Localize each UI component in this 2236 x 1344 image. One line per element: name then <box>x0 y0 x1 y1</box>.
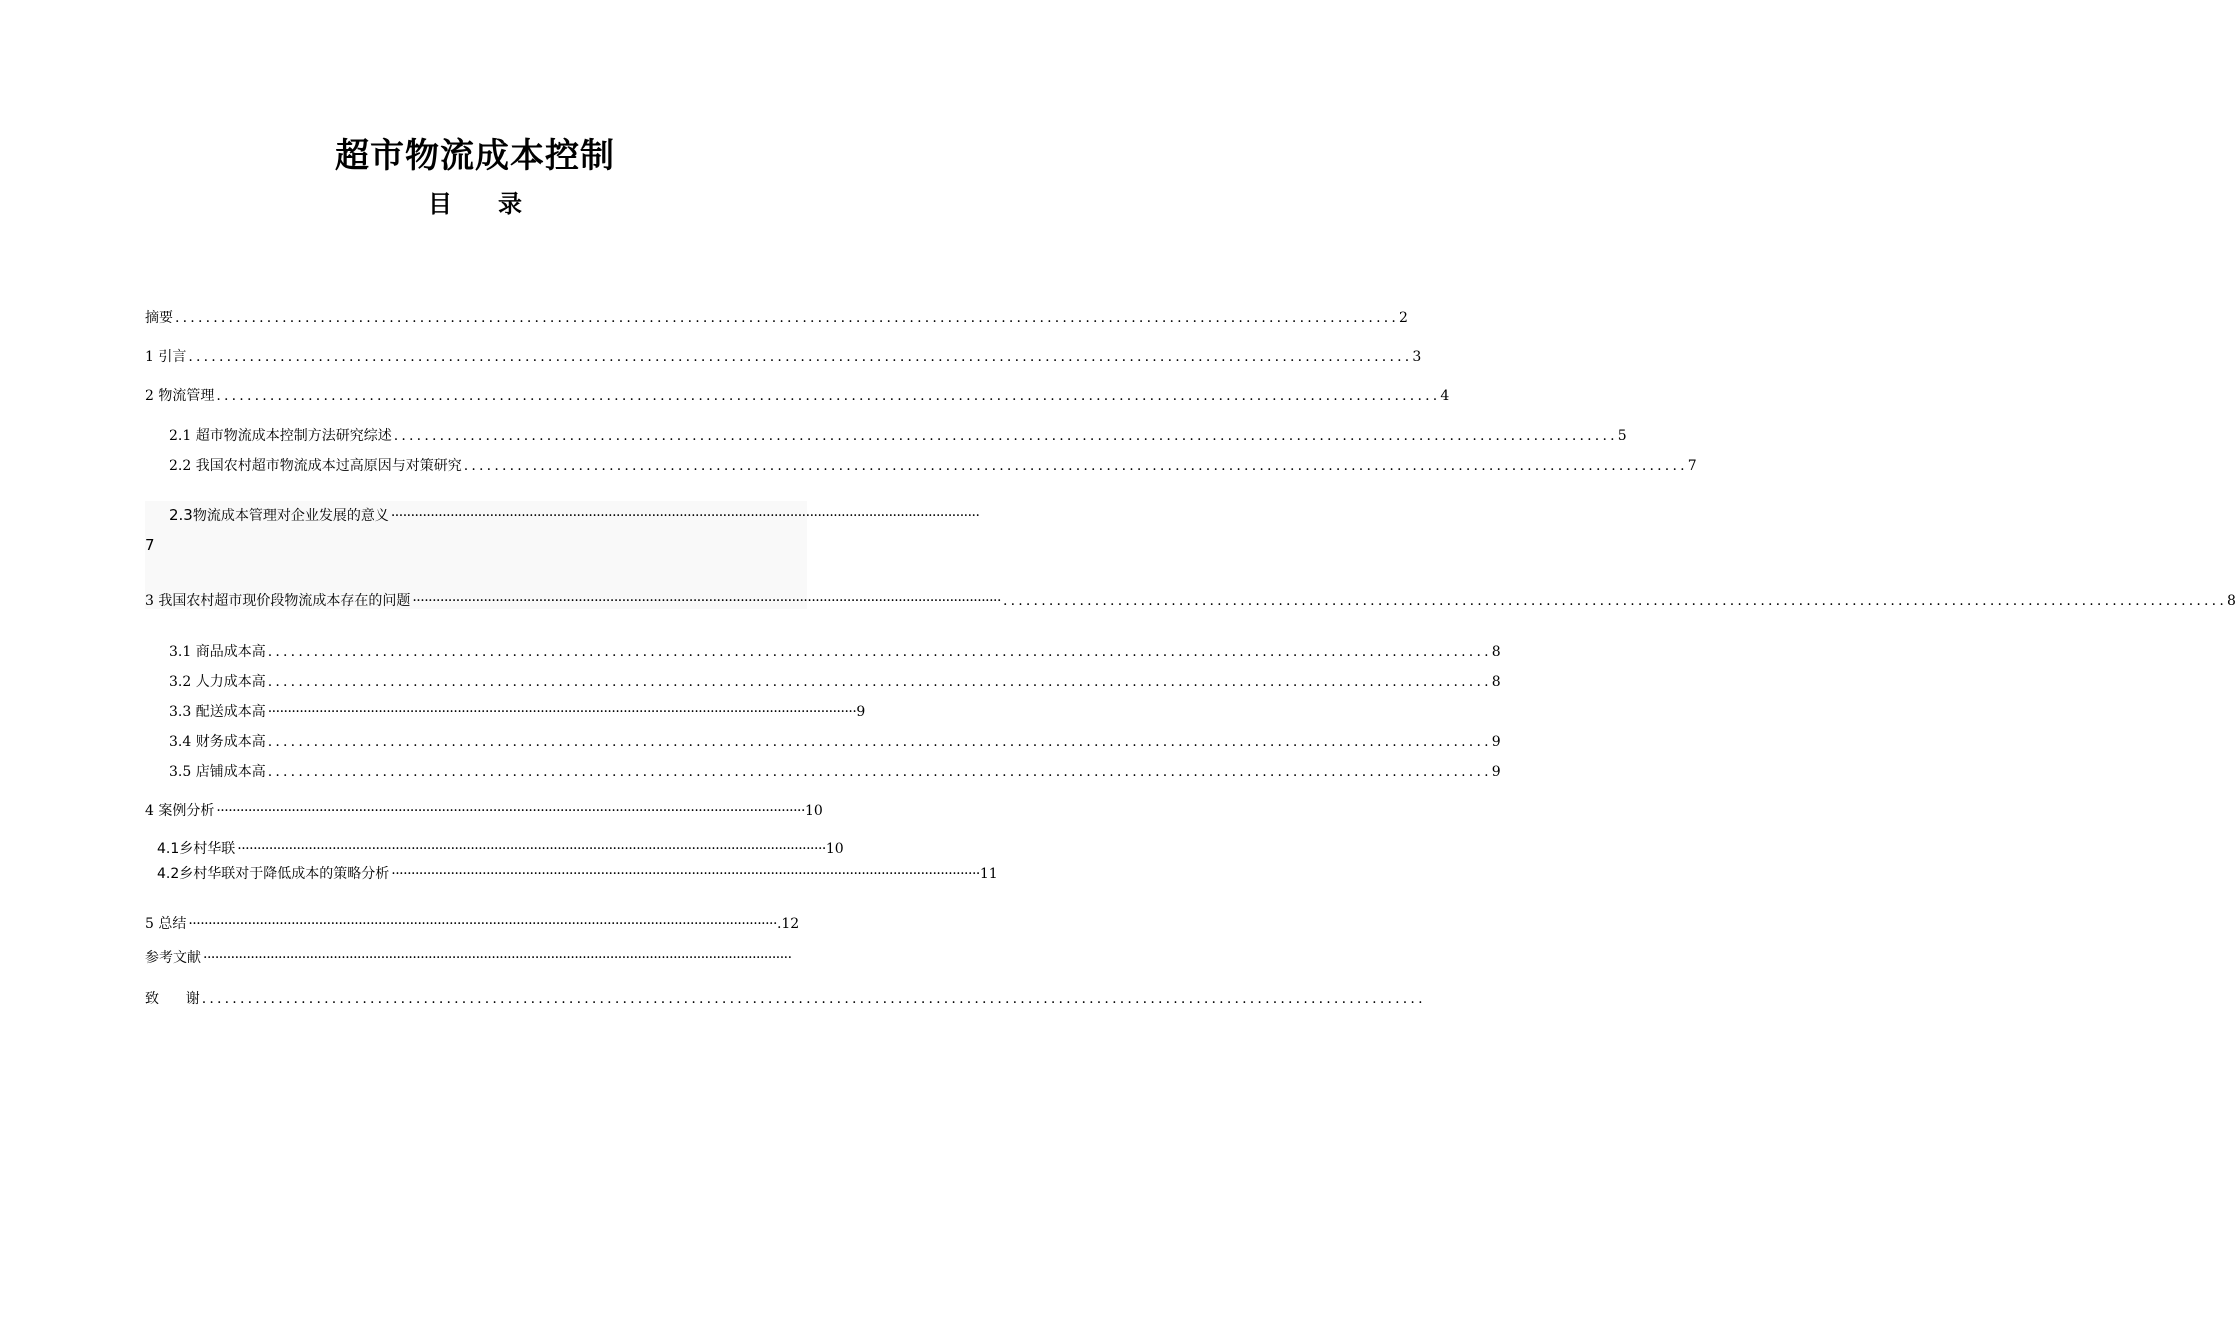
toc-entry-label: 2.1 超市物流成本控制方法研究综述 <box>169 428 392 444</box>
toc-page-number: 5 <box>1617 428 1627 444</box>
toc-entry-2-3-page <box>145 536 185 554</box>
document-title: 超市物流成本控制 <box>335 136 615 176</box>
toc-entry-references[interactable] <box>145 947 792 967</box>
toc-page-number: 10 <box>825 841 844 857</box>
toc-page-number: 11 <box>979 866 998 882</box>
toc-leader: ................................................................................................................................................................ <box>267 734 1492 750</box>
toc-leader: ····················································································································································· <box>237 841 826 857</box>
toc-page-number: .12 <box>776 916 800 932</box>
toc-entry-label: 摘要 <box>145 310 173 326</box>
toc-heading-char-2: 录 <box>498 190 522 218</box>
toc-page-number: 8 <box>1491 674 1501 690</box>
toc-entry-label: 3.5 店铺成本高 <box>169 764 266 780</box>
toc-leader: ····················································································································································· <box>412 593 1001 609</box>
toc-leader: ................................................................................................................................................................ <box>267 764 1492 780</box>
toc-entry-acknowledgements[interactable] <box>145 988 1426 1008</box>
toc-page-number: 7 <box>1687 458 1697 474</box>
toc-entry-label: 3.3 配送成本高 <box>169 704 266 720</box>
toc-heading <box>0 184 950 219</box>
toc-leader: ................................................................................................................................................................ <box>175 310 1400 326</box>
toc-entry-3-1[interactable] <box>169 641 1501 661</box>
toc-page-number: 3 <box>1412 349 1422 365</box>
toc-entry-number: 4.2 <box>157 866 180 882</box>
toc-leader: ····················································································································································· <box>203 950 792 966</box>
toc-entry-case-analysis[interactable] <box>145 800 823 820</box>
toc-page-number: 10 <box>804 803 823 819</box>
toc-entry-label: 4 案例分析 <box>145 803 215 819</box>
toc-page-number: 9 <box>1491 764 1501 780</box>
toc-entry-logistics-management[interactable] <box>145 385 1450 405</box>
toc-entry-label: 2.2 我国农村超市物流成本过高原因与对策研究 <box>169 458 462 474</box>
toc-entry-label: 3.1 商品成本高 <box>169 644 266 660</box>
toc-page-number: 8 <box>2226 593 2236 609</box>
toc-leader: ····················································································································································· <box>391 866 980 882</box>
toc-entry-chapter-3[interactable] <box>145 590 2236 610</box>
toc-entry-2-3[interactable] <box>169 505 980 525</box>
toc-entry-3-5[interactable] <box>169 761 1501 781</box>
toc-entry-3-3[interactable] <box>169 701 866 721</box>
toc-entry-label: 致 谢 <box>145 991 200 1007</box>
toc-page-number: 9 <box>856 704 866 720</box>
toc-page-number: 4 <box>1440 388 1450 404</box>
toc-entry-2-1[interactable] <box>169 425 1627 445</box>
toc-leader: ................................................................................................................................................................ <box>463 458 1688 474</box>
toc-leader: ................................................................................................................................................................ <box>267 674 1492 690</box>
toc-entry-abstract[interactable] <box>145 307 1408 327</box>
toc-entry-label: 物流成本管理对企业发展的意义 <box>192 508 389 524</box>
toc-entry-introduction[interactable] <box>145 346 1422 366</box>
toc-leader: ................................................................................................................................................................ <box>216 388 1441 404</box>
toc-leader: ····················································································································································· <box>216 803 805 819</box>
toc-heading-char-1: 目 <box>428 190 452 218</box>
toc-leader: ................................................................................................................................................................ <box>267 644 1492 660</box>
toc-page-number: 8 <box>1491 644 1501 660</box>
toc-leader: ····················································································································································· <box>267 704 857 720</box>
toc-entry-label: 3.2 人力成本高 <box>169 674 266 690</box>
toc-leader: ................................................................................................................................................................ <box>393 428 1618 444</box>
toc-page-number: 2 <box>1399 310 1408 326</box>
toc-page-number: 7 <box>145 536 155 554</box>
toc-entry-label: 5 总结 <box>145 916 187 932</box>
toc-entry-label: 乡村华联对于降低成本的策略分析 <box>179 866 390 882</box>
toc-entry-3-2[interactable] <box>169 671 1501 691</box>
toc-entry-number: 4.1 <box>157 841 180 857</box>
toc-entry-4-2[interactable] <box>157 863 998 883</box>
toc-page-number: 9 <box>1491 734 1501 750</box>
toc-leader: ................................................................................................................................................................ <box>188 349 1413 365</box>
toc-entry-summary[interactable] <box>145 913 800 933</box>
toc-entry-label: 1 引言 <box>145 349 187 365</box>
toc-entry-3-4[interactable] <box>169 731 1501 751</box>
toc-leader: ····················································································································································· <box>188 916 777 932</box>
toc-leader: ................................................................................................................................................................ <box>1002 593 2227 609</box>
toc-entry-label: 2 物流管理 <box>145 388 215 404</box>
toc-entry-4-1[interactable] <box>157 838 844 858</box>
toc-entry-2-2[interactable] <box>169 455 1697 475</box>
toc-leader: ................................................................................................................................................................ <box>201 991 1426 1007</box>
toc-entry-label: 3.4 财务成本高 <box>169 734 266 750</box>
toc-entry-label: 参考文献 <box>145 950 201 966</box>
toc-leader: ····················································································································································· <box>390 508 980 524</box>
toc-entry-number: 2.3 <box>169 506 193 524</box>
toc-entry-label: 3 我国农村超市现价段物流成本存在的问题 <box>145 593 411 609</box>
toc-entry-label: 乡村华联 <box>179 841 236 857</box>
